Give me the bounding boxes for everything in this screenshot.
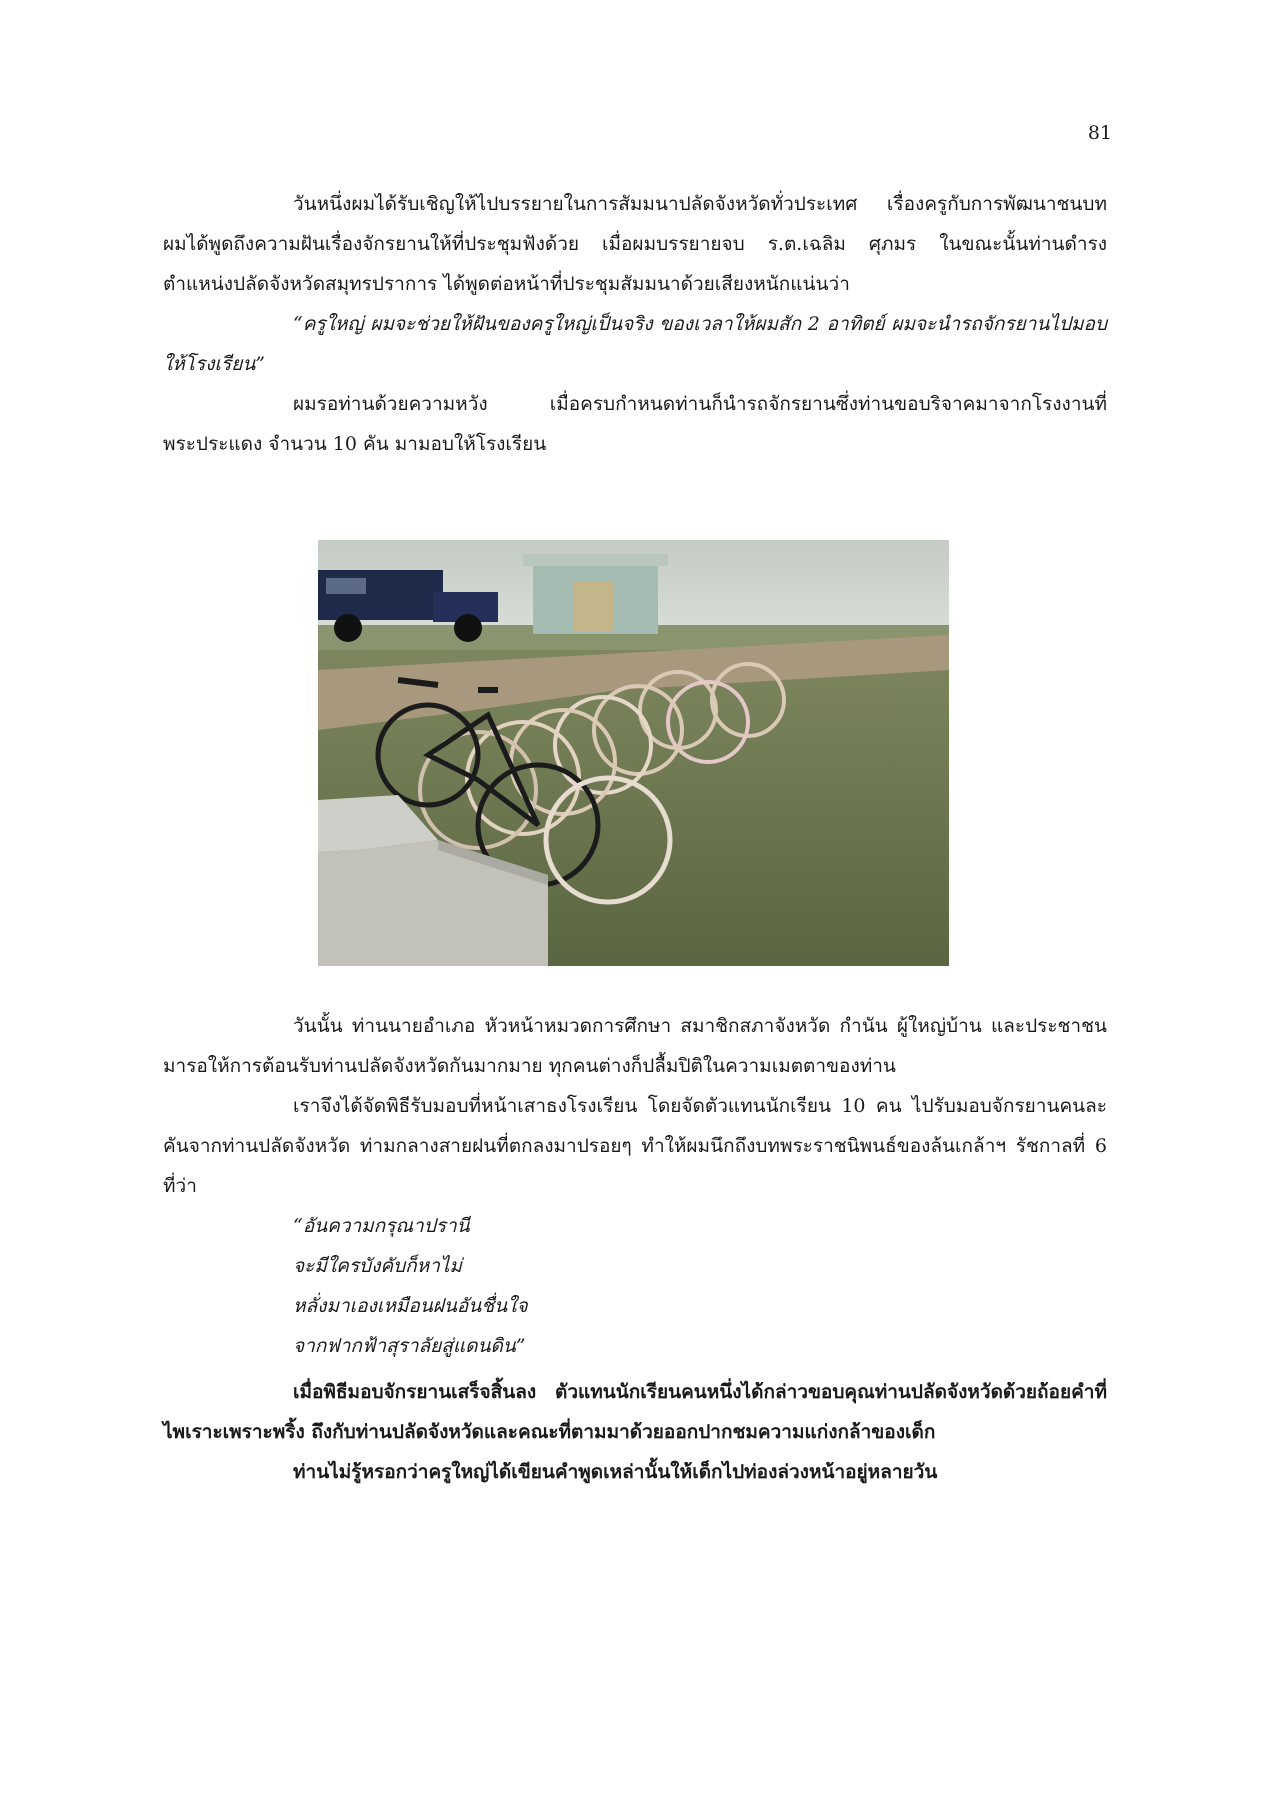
bicycles-photo-illustration — [318, 540, 949, 966]
paragraph-7: ท่านไม่รู้หรอกว่าครูใหญ่ได้เขียนคำพูดเหล่านั้นให้เด็กไปท่องล่วงหน้าอยู่หลายวัน — [293, 1461, 938, 1483]
paragraph-1: วันหนึ่งผมได้รับเชิญให้ไปบรรยายในการสัมมนาปลัดจังหวัดทั่วประเทศ เรื่องครูกับการพัฒนาชนบท ผมได้พูดถึงความฝันเรื่องจักรยานให้ที่ประชุมฟังด้วย เมื่อผมบรรยายจบ ร.ต.เฉลิม ศุภมร ในขณะนั้นท่านดำรงตำแหน่งปลัดจังหวัดสมุทรปราการ ได้พูดต่อหน้าที่ประชุมสัมมนาด้วยเสียงหนักแน่นว่า — [163, 193, 1107, 295]
text-block-bottom — [163, 1006, 1107, 1492]
page-number: 81 — [1087, 122, 1112, 144]
poem-line-4: จากฟากฟ้าสุราลัยสู่แดนดิน” — [293, 1335, 526, 1357]
paragraph-6: เมื่อพิธีมอบจักรยานเสร็จสิ้นลง ตัวแทนนักเรียนคนหนึ่งได้กล่าวขอบคุณท่านปลัดจังหวัดด้วยถ้อยคำที่ไพเราะเพราะพริ้ง ถึงกับท่านปลัดจังหวัดและคณะที่ตามมาด้วยออกปากชมความแก่งกล้าของเด็ก — [163, 1381, 1107, 1443]
poem-line-3: หลั่งมาเองเหมือนฝนอันชื่นใจ — [293, 1295, 528, 1317]
bicycles-photo — [318, 540, 949, 966]
paragraph-3: ผมรอท่านด้วยความหวัง เมื่อครบกำหนดท่านก็นำรถจักรยานซึ่งท่านขอบริจาคมาจากโรงงานที่พระประแดง จำนวน 10 คัน มามอบให้โรงเรียน — [163, 393, 1107, 455]
text-block-top — [163, 184, 1107, 464]
paragraph-4: วันนั้น ท่านนายอำเภอ หัวหน้าหมวดการศึกษา สมาชิกสภาจังหวัด กำนัน ผู้ใหญ่บ้าน และประชาชนมารอให้การต้อนรับท่านปลัดจังหวัดกันมากมาย ทุกคนต่างก็ปลื้มปิติในความเมตตาของท่าน — [163, 1015, 1107, 1077]
paragraph-5: เราจึงได้จัดพิธีรับมอบที่หน้าเสาธงโรงเรียน โดยจัดตัวแทนนักเรียน 10 คน ไปรับมอบจักรยานคนละคันจากท่านปลัดจังหวัด ท่ามกลางสายฝนที่ตกลงมาปรอยๆ ทำให้ผมนึกถึงบทพระราชนิพนธ์ของล้นเกล้าฯ รัชกาลที่ 6 ที่ว่า — [163, 1095, 1107, 1197]
poem-line-1: “อันความกรุณาปรานี — [293, 1215, 470, 1237]
paragraph-2-quote: “ครูใหญ่ ผมจะช่วยให้ฝันของครูใหญ่เป็นจริง ของเวลาให้ผมสัก 2 อาทิตย์ ผมจะนำรถจักรยานไปมอบให้โรงเรียน” — [163, 313, 1107, 375]
photo-building — [523, 554, 668, 634]
poem-line-2: จะมีใครบังคับก็หาไม่ — [293, 1255, 462, 1277]
